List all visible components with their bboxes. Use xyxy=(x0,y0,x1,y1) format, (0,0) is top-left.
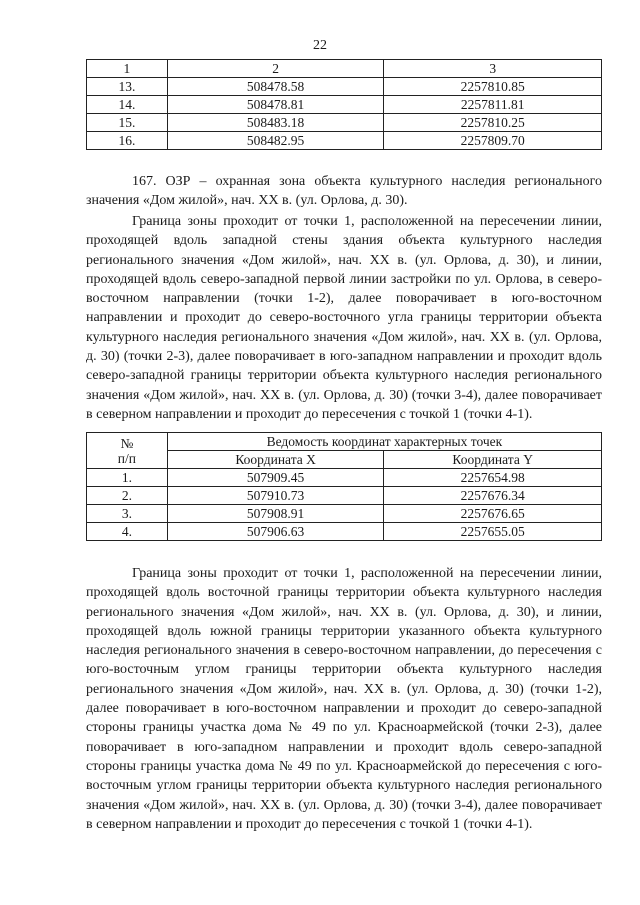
coord-x-cell: 508478.81 xyxy=(167,96,384,114)
number-header-label: п/п xyxy=(117,450,136,466)
point-number-cell: 1. xyxy=(87,469,168,487)
coord-y-cell: 2257676.65 xyxy=(384,505,602,523)
coord-x-cell: 507908.91 xyxy=(167,505,384,523)
number-header-symbol: № xyxy=(120,435,134,451)
coord-y-cell: 2257809.70 xyxy=(384,132,602,150)
coordinates-table xyxy=(86,432,602,541)
header-cell: 2 xyxy=(167,60,384,78)
table-row xyxy=(87,523,602,541)
zone-boundary-paragraph-1: Граница зоны проходит от точки 1, расположенной на пересечении линии, проходящей вдоль западной стены здания объекта культурного наследия регионального значения «Дом жилой», нач. XX в. (ул. Орлова, д. 30), и линии, проходящей вдоль северо-западной первой линии застройки по ул. Орлова, в северо-восточном направлении (точки 1-2), далее поворачивает в юго-восточном направлении и проходит до северо-восточного угла границы территории объекта культурного наследия регионального значения «Дом жилой», нач. XX в. (ул. Орлова, д. 30) (точки 2-3), далее поворачивает в юго-западном направлении и проходит вдоль северо-западной границы территории объекта культурного наследия регионального значения «Дом жилой», нач. XX в. (ул. Орлова, д. 30) (точки 3-4), далее поворачивает в северном направлении и проходит до пересечения с точкой 1 (точки 4-1). xyxy=(86,214,602,422)
coord-x-cell: 507909.45 xyxy=(167,469,384,487)
table-row xyxy=(87,469,602,487)
point-number-cell: 14. xyxy=(87,96,168,114)
coord-x-cell: 508478.58 xyxy=(167,78,384,96)
table-row xyxy=(87,78,602,96)
point-number-cell: 13. xyxy=(87,78,168,96)
point-number-cell: 2. xyxy=(87,487,168,505)
table-row xyxy=(87,132,602,150)
coord-y-cell: 2257810.25 xyxy=(384,114,602,132)
point-number-cell: 16. xyxy=(87,132,168,150)
table-row xyxy=(87,114,602,132)
table-header-row xyxy=(87,60,602,78)
point-number-cell: 3. xyxy=(87,505,168,523)
number-header-cell xyxy=(87,433,168,469)
header-cell: 3 xyxy=(384,60,602,78)
point-number-cell: 4. xyxy=(87,523,168,541)
coord-y-cell: 2257655.05 xyxy=(384,523,602,541)
coord-x-cell: 507910.73 xyxy=(167,487,384,505)
coord-y-cell: 2257811.81 xyxy=(384,96,602,114)
group-header-cell: Ведомость координат характерных точек xyxy=(167,433,601,451)
coord-y-cell: 2257654.98 xyxy=(384,469,602,487)
coord-y-cell: 2257810.85 xyxy=(384,78,602,96)
table-header-row xyxy=(87,433,602,451)
coord-x-cell: 508483.18 xyxy=(167,114,384,132)
table-row xyxy=(87,487,602,505)
coord-x-cell: 508482.95 xyxy=(167,132,384,150)
table-row xyxy=(87,505,602,523)
zone-boundary-paragraph-2: Граница зоны проходит от точки 1, расположенной на пересечении линии, проходящей вдоль восточной границы территории объекта культурного наследия регионального значения «Дом жилой», нач. XX в. (ул. Орлова, д. 30), и линии, проходящей вдоль южной границы территории указанного объекта культурного наследия регионального значения в северо-восточном направлении, до пересечения с юго-восточным углом границы территории объекта культурного наследия регионального значения «Дом жилой», нач. XX в. (ул. Орлова, д. 30) (точки 1-2), далее поворачивает в юго-восточном направлении и проходит до северо-западной стороны границы участка дома № 49 по ул. Красноармейской (точки 2-3), далее поворачивает в юго-западном направлении и проходит вдоль северо-западной стороны границы участка дома № 49 по ул. Красноармейской до пересечения с юго-восточным углом границы территории объекта культурного наследия регионального значения «Дом жилой», нач. XX в. (ул. Орлова, д. 30) (точки 3-4), далее поворачивает в северном направлении и проходит до пересечения с точкой 1 (точки 4-1). xyxy=(86,566,602,832)
coord-y-header: Координата Y xyxy=(384,451,602,469)
header-cell: 1 xyxy=(87,60,168,78)
coordinates-table-continued xyxy=(86,59,602,150)
coord-x-header: Координата X xyxy=(167,451,384,469)
point-number-cell: 15. xyxy=(87,114,168,132)
coord-y-cell: 2257676.34 xyxy=(384,487,602,505)
coord-x-cell: 507906.63 xyxy=(167,523,384,541)
page-number: 22 xyxy=(313,38,327,53)
table-row xyxy=(87,96,602,114)
zone-title-paragraph: 167. ОЗР – охранная зона объекта культурного наследия регионального значения «Дом жилой», нач. XX в. (ул. Орлова, д. 30). xyxy=(86,174,602,209)
